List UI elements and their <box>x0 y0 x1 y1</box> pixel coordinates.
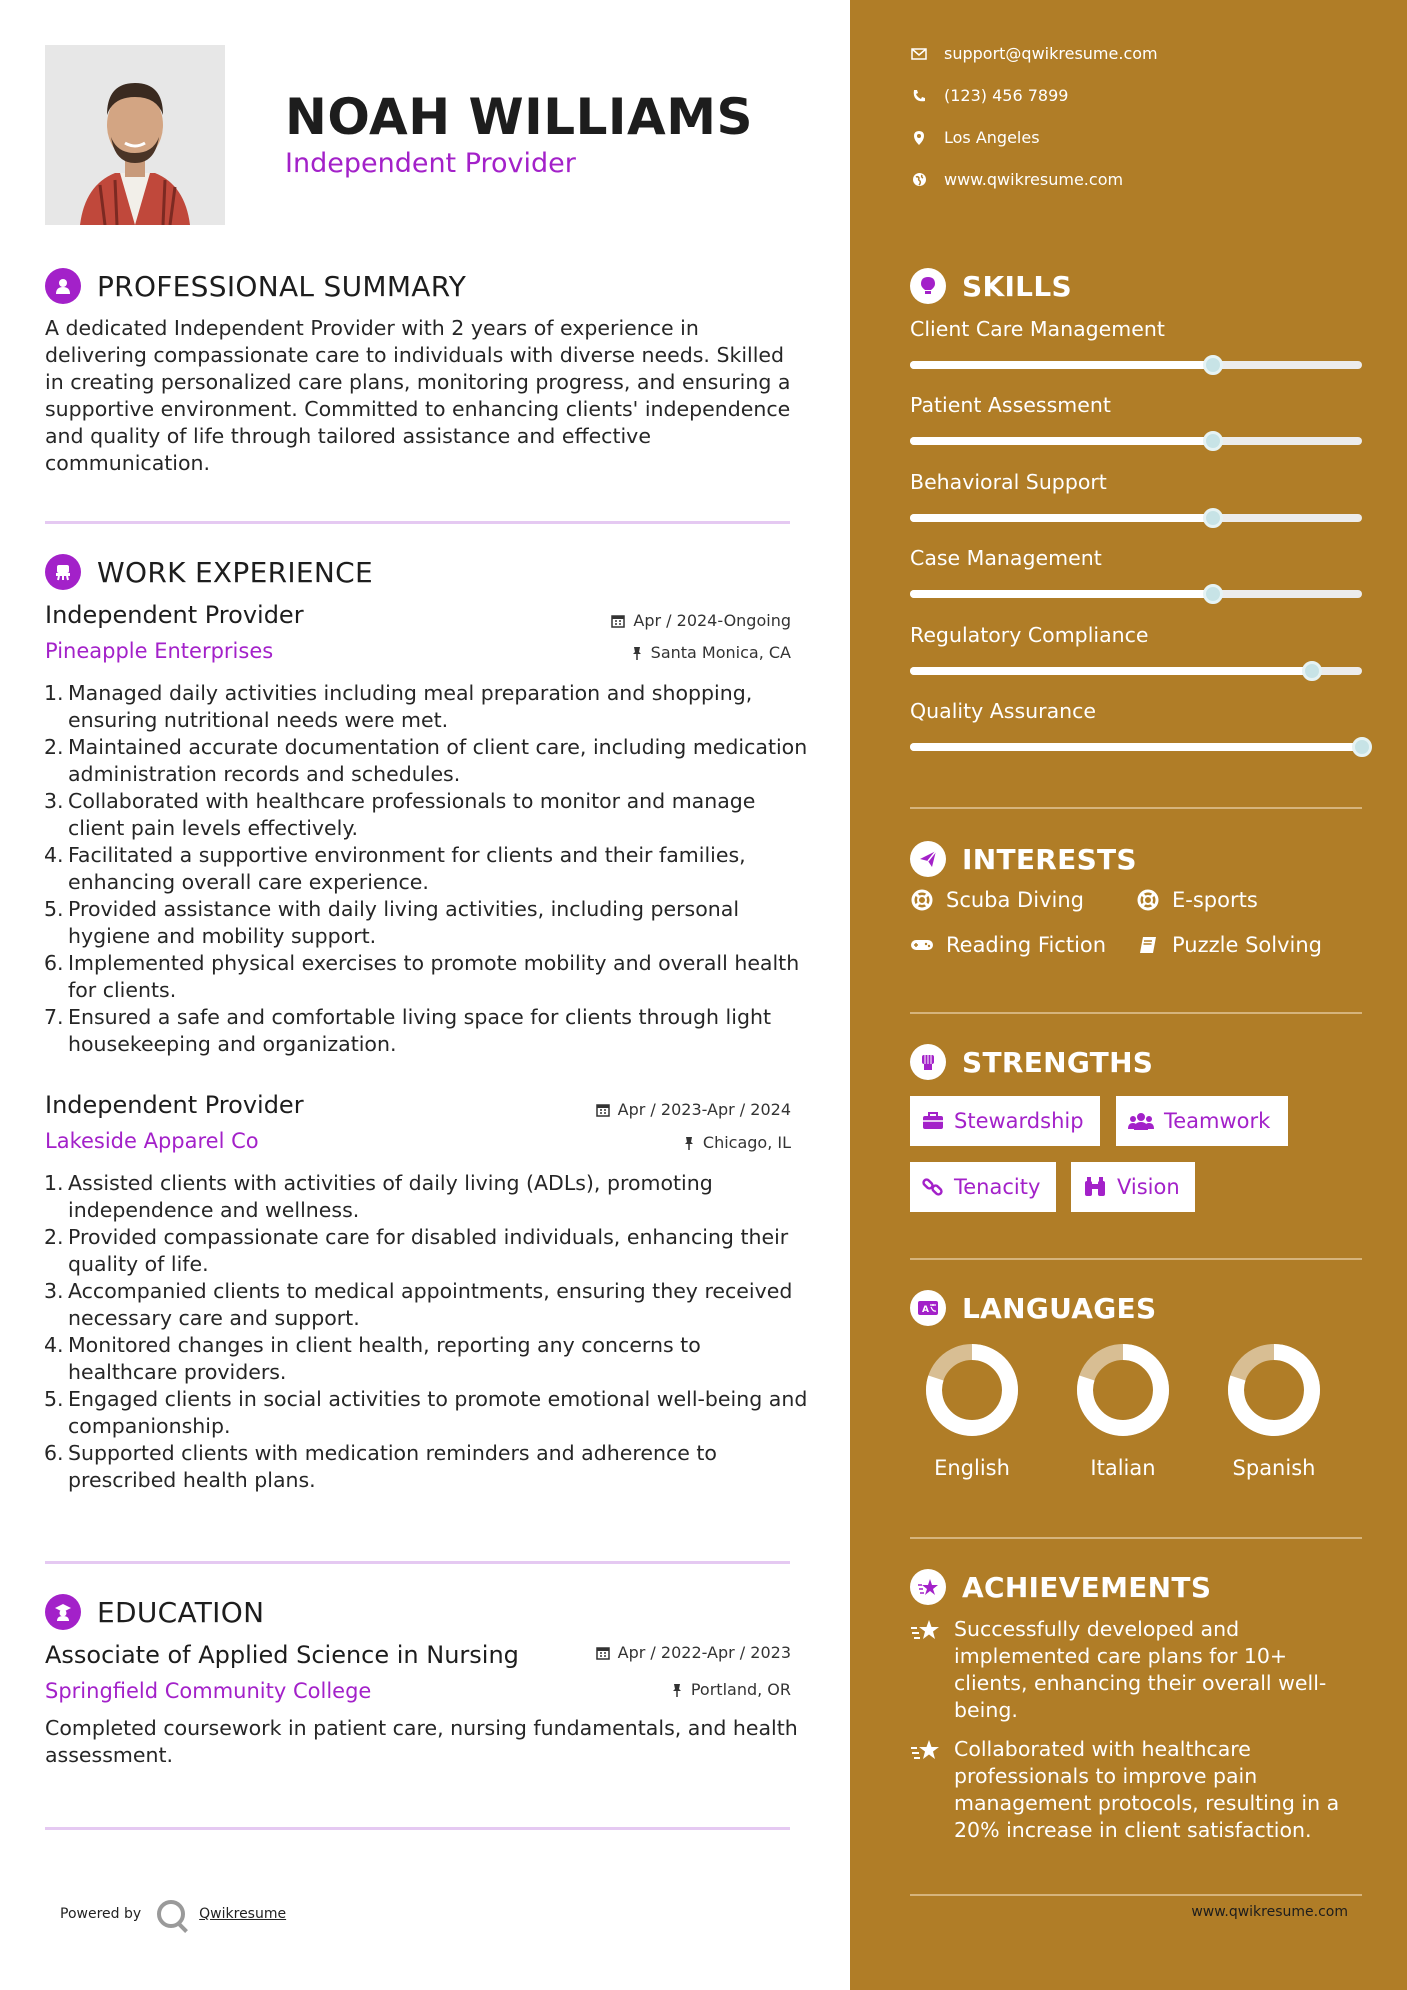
list-item: Facilitated a supportive environment for clients and their families, enhancing overall care experience. <box>68 843 746 894</box>
skill-bar-fill <box>910 437 1213 445</box>
paper-plane-icon <box>910 841 946 877</box>
candidate-name: NOAH WILLIAMS <box>285 88 753 146</box>
map-marker-icon <box>910 130 928 146</box>
strength-badge: Teamwork <box>1116 1096 1288 1146</box>
skill-name: Regulatory Compliance <box>910 622 1149 647</box>
skill-bar-fill <box>910 514 1213 522</box>
languages-heading: A LANGUAGES <box>910 1290 1156 1326</box>
pin-icon <box>671 1683 683 1697</box>
achievements-heading: ACHIEVEMENTS <box>910 1569 1211 1605</box>
fist-icon <box>910 1044 946 1080</box>
skill-bar <box>910 590 1362 598</box>
star-icon <box>910 1569 946 1605</box>
achievement-item: Successfully developed and implemented care plans for 10+ clients, enhancing their overall well-being. <box>910 1616 1360 1724</box>
list-item: Provided assistance with daily living activities, including personal hygiene and mobility support. <box>68 897 740 948</box>
powered-by: Powered by Qwikresume <box>60 1900 286 1928</box>
contact-website[interactable]: www.qwikresume.com <box>910 170 1123 189</box>
job-title: Independent Provider <box>45 1091 304 1119</box>
divider <box>910 1537 1362 1539</box>
lightbulb-icon <box>910 268 946 304</box>
skill-bar-fill <box>910 667 1312 675</box>
divider <box>910 807 1362 809</box>
list-item: Engaged clients in social activities to promote emotional well-being and companionship. <box>68 1387 808 1438</box>
chair-icon <box>45 554 81 590</box>
calendar-icon <box>611 614 625 628</box>
language-name: Spanish <box>1232 1456 1316 1480</box>
strength-badge: Stewardship <box>910 1096 1100 1146</box>
contact-email[interactable]: support@qwikresume.com <box>910 44 1158 63</box>
language-name: English <box>934 1456 1010 1480</box>
strength-badge: Tenacity <box>910 1162 1056 1212</box>
lifebuoy-icon <box>910 888 934 912</box>
list-item: Assisted clients with activities of daily living (ADLs), promoting independence and wellness. <box>68 1171 713 1222</box>
interest-item: E-sports <box>1136 888 1258 912</box>
skill-bar-fill <box>910 361 1213 369</box>
skill-level-knob <box>1302 661 1322 681</box>
calendar-icon <box>596 1103 610 1117</box>
strengths-heading: STRENGTHS <box>910 1044 1153 1080</box>
users-icon <box>1128 1112 1154 1130</box>
profile-photo <box>45 45 225 225</box>
degree-title: Associate of Applied Science in Nursing <box>45 1641 519 1669</box>
skill-bar <box>910 437 1362 445</box>
interest-item: Reading Fiction <box>910 933 1106 957</box>
education-description: Completed coursework in patient care, nursing fundamentals, and health assessment. <box>45 1716 798 1767</box>
pin-icon <box>683 1136 695 1150</box>
interest-item: Scuba Diving <box>910 888 1084 912</box>
divider <box>910 1012 1362 1014</box>
skill-bar <box>910 667 1362 675</box>
list-item: Managed daily activities including meal preparation and shopping, ensuring nutritional needs were met. <box>68 681 753 732</box>
skill-level-knob <box>1203 584 1223 604</box>
education-dates: Apr / 2022-Apr / 2023 <box>596 1643 791 1662</box>
gamepad-icon <box>910 933 934 957</box>
divider <box>45 521 790 524</box>
pin-icon <box>631 646 643 660</box>
envelope-icon <box>910 48 928 60</box>
skill-bar <box>910 514 1362 522</box>
job-dates: Apr / 2023-Apr / 2024 <box>596 1100 791 1119</box>
shooting-star-icon <box>910 1616 942 1724</box>
skill-level-knob <box>1203 355 1223 375</box>
language-ring <box>1063 1342 1183 1442</box>
list-item: Implemented physical exercises to promote mobility and overall health for clients. <box>68 951 800 1002</box>
calendar-icon <box>596 1646 610 1660</box>
list-item: Supported clients with medication reminders and adherence to prescribed health plans. <box>68 1441 717 1492</box>
list-item: Monitored changes in client health, reporting any concerns to healthcare providers. <box>68 1333 701 1384</box>
skill-bar <box>910 361 1362 369</box>
skills-heading: SKILLS <box>910 268 1072 304</box>
candidate-title: Independent Provider <box>285 148 576 179</box>
sidebar <box>850 0 1407 1990</box>
svg-text:A: A <box>922 1305 929 1315</box>
education-heading: EDUCATION <box>45 1594 264 1630</box>
company-name: Pineapple Enterprises <box>45 639 274 663</box>
briefcase-icon <box>922 1112 944 1130</box>
user-icon <box>45 268 81 304</box>
summary-heading: PROFESSIONAL SUMMARY <box>45 268 466 304</box>
skill-bar-fill <box>910 590 1213 598</box>
skill-level-knob <box>1203 431 1223 451</box>
globe-icon <box>910 172 928 187</box>
skill-level-knob <box>1352 737 1372 757</box>
list-item: Provided compassionate care for disabled individuals, enhancing their quality of life. <box>68 1225 789 1276</box>
company-name: Lakeside Apparel Co <box>45 1129 259 1153</box>
list-item: Ensured a safe and comfortable living space for clients through light housekeeping and organization. <box>68 1005 771 1056</box>
job-title: Independent Provider <box>45 601 304 629</box>
link-icon <box>922 1176 944 1198</box>
job-dates: Apr / 2024-Ongoing <box>611 611 791 630</box>
phone-icon <box>910 89 928 103</box>
book-icon <box>1136 933 1160 957</box>
divider <box>910 1258 1362 1260</box>
divider <box>45 1827 790 1830</box>
skill-name: Client Care Management <box>910 317 1165 341</box>
graduate-icon <box>45 1594 81 1630</box>
strength-badge: Vision <box>1071 1162 1195 1212</box>
skill-bar <box>910 743 1362 751</box>
list-item: Accompanied clients to medical appointments, ensuring they received necessary care and support. <box>68 1279 793 1330</box>
skill-name: Case Management <box>910 546 1102 571</box>
job-location: Chicago, IL <box>683 1133 791 1152</box>
footer-url[interactable]: www.qwikresume.com <box>1191 1904 1348 1920</box>
duty-list <box>50 680 810 1058</box>
skill-bar-fill <box>910 743 1362 751</box>
binoculars-icon <box>1083 1177 1107 1197</box>
lifebuoy-icon <box>1136 888 1160 912</box>
education-location: Portland, OR <box>671 1680 791 1699</box>
contact-location: Los Angeles <box>910 128 1040 147</box>
skill-name: Patient Assessment <box>910 393 1111 418</box>
work-heading: WORK EXPERIENCE <box>45 554 373 590</box>
translate-icon <box>910 1290 946 1326</box>
list-item: Collaborated with healthcare professionals to monitor and manage client pain levels effectively. <box>68 789 756 840</box>
brand-link[interactable]: Qwikresume <box>199 1906 287 1922</box>
interest-item: Puzzle Solving <box>1136 933 1322 957</box>
interests-heading: INTERESTS <box>910 841 1137 877</box>
achievement-item: Collaborated with healthcare professionals to improve pain management protocols, resulting in a 20% increase in client satisfaction. <box>910 1736 1360 1844</box>
list-item: Maintained accurate documentation of client care, including medication administration records and schedules. <box>68 735 808 786</box>
skill-name: Behavioral Support <box>910 469 1107 494</box>
shooting-star-icon <box>910 1736 942 1844</box>
job-location: Santa Monica, CA <box>631 643 791 662</box>
divider <box>910 1894 1362 1896</box>
contact-phone[interactable]: (123) 456 7899 <box>910 86 1068 105</box>
skill-name: Quality Assurance <box>910 699 1097 723</box>
language-ring <box>912 1342 1032 1442</box>
school-name: Springfield Community College <box>45 1679 372 1703</box>
duty-list <box>50 1170 810 1494</box>
language-name: Italian <box>1090 1456 1156 1480</box>
summary-text: A dedicated Independent Provider with 2 years of experience in delivering compassionate care to individuals with diverse needs. Skilled in creating personalized care plans, monitoring progress, and ensuring a supportive environment. Committed to enhancing clients' independence and quality of life through tailored assistance and effective communication. <box>45 316 791 475</box>
divider <box>45 1561 790 1564</box>
skill-level-knob <box>1203 508 1223 528</box>
qwikresume-logo-icon <box>157 1900 185 1928</box>
language-ring <box>1214 1342 1334 1442</box>
